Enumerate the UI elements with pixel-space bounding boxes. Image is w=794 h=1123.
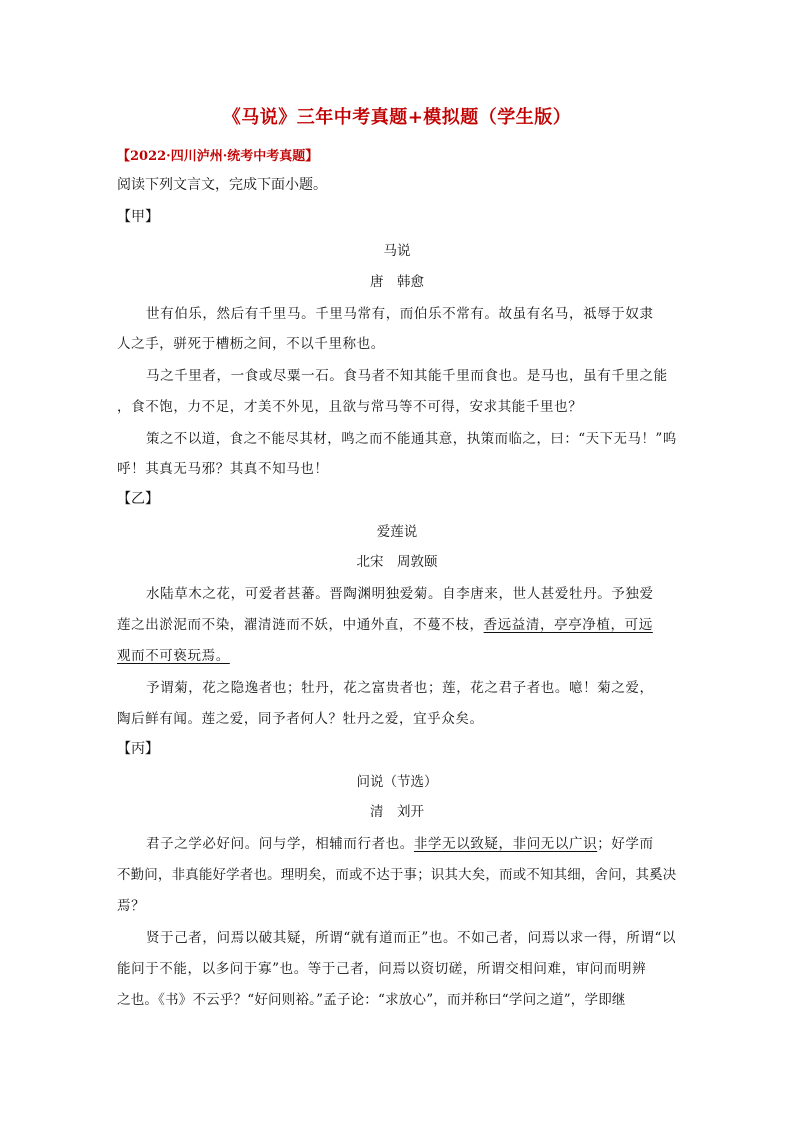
underlined-text: 香远益清，亭亭净植，可远	[483, 617, 653, 633]
text-line: 焉？	[117, 898, 146, 914]
text-line: 世有伯乐，然后有千里马。千里马常有，而伯乐不常有。故虽有名马，祗辱于奴隶	[146, 306, 654, 322]
text-line: 呼！其真无马邪？其真不知马也！	[117, 461, 329, 477]
source-heading: 【2022·四川泸州·统考中考真题】	[117, 149, 319, 164]
section-label-bing: 【丙】	[117, 741, 159, 757]
text-line: 人之手，骈死于槽枥之间，不以千里称也。	[117, 336, 385, 352]
text-segment: 君子之学必好问。问与学，相辅而行者也。	[146, 836, 414, 852]
text-line	[146, 832, 677, 852]
text-line: 不勤问，非真能好学者也。理明矣，而或不达于事；识其大矣，而或不知其细，舍问，其奚决	[117, 867, 677, 883]
underlined-text: 观而不可亵玩焉。	[117, 648, 230, 664]
document-title: 《马说》三年中考真题+模拟题（学生版）	[222, 107, 572, 128]
passage-author-jia: 唐 韩愈	[370, 274, 424, 290]
passage-title-bing: 问说（节选）	[356, 774, 438, 790]
text-line: 策之不以道，食之不能尽其材，鸣之而不能通其意，执策而临之，曰：“天下无马！”呜	[146, 431, 677, 447]
instruction-text: 阅读下列文言文，完成下面小题。	[117, 177, 327, 193]
passage-title-jia: 马说	[383, 243, 411, 259]
text-line: 陶后鲜有闻。莲之爱，同予者何人？牡丹之爱，宜乎众矣。	[117, 711, 484, 727]
text-segment: ；好学而	[597, 836, 654, 852]
passage-author-bing: 清 刘开	[370, 804, 424, 820]
text-line	[117, 613, 677, 633]
passage-title-yi: 爱莲说	[376, 524, 418, 540]
underlined-text: 非学无以致疑，非问无以广识	[413, 836, 598, 852]
text-line: 予谓菊，花之隐逸者也；牡丹，花之富贵者也；莲，花之君子者也。噫！菊之爱，	[146, 680, 654, 696]
text-line: 能问于不能，以多问于寡”也。等于己者，问焉以资切磋，所谓交相问难，审问而明辨	[117, 961, 647, 977]
text-line: 水陆草木之花，可爱者甚蕃。晋陶渊明独爱菊。自李唐来，世人甚爱牡丹。予独爱	[146, 586, 654, 602]
text-line: ，食不饱，力不足，才美不外见，且欲与常马等不可得，安求其能千里也？	[117, 399, 583, 415]
text-line: 之也。《书》不云乎？“好问则裕。”孟子论：“求放心”，而并称曰“学问之道”，学即继	[117, 992, 626, 1008]
text-segment: 莲之出淤泥而不染，濯清涟而不妖，中通外直，不蔓不枝，	[117, 617, 484, 633]
text-line: 贤于己者，问焉以破其疑，所谓“就有道而正”也。不如己者，问焉以求一得，所谓“以	[146, 930, 677, 946]
section-label-jia: 【甲】	[117, 209, 159, 225]
text-line: 马之千里者，一食或尽粟一石。食马者不知其能千里而食也。是马也，虽有千里之能	[146, 368, 668, 384]
text-line	[117, 644, 677, 664]
passage-author-yi: 北宋 周敦颐	[356, 554, 438, 570]
section-label-yi: 【乙】	[117, 491, 159, 507]
